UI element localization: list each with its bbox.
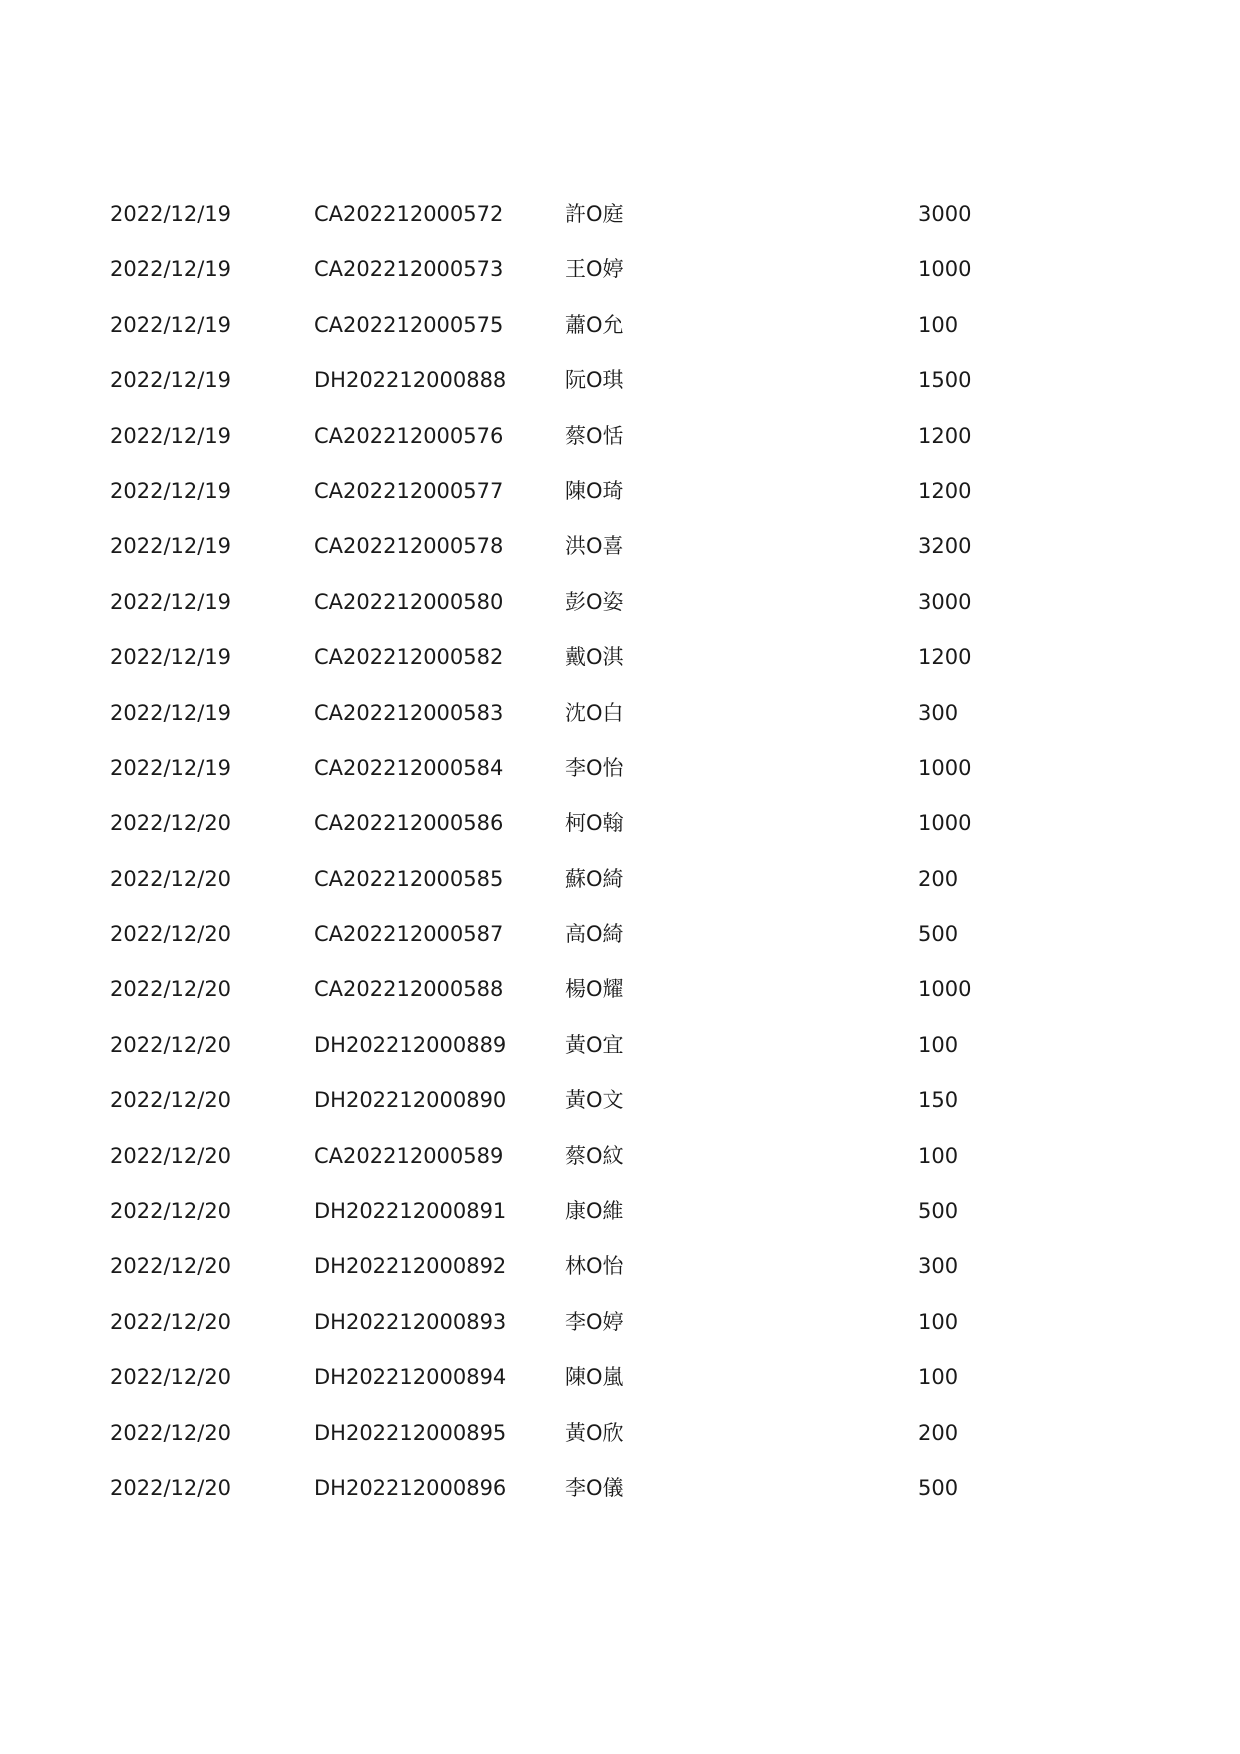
record-code: DH202212000892 bbox=[314, 1254, 507, 1279]
record-amount: 100 bbox=[918, 312, 959, 337]
record-name: 阮O琪 bbox=[565, 368, 624, 393]
record-code: DH202212000894 bbox=[314, 1365, 507, 1390]
record-code: CA202212000576 bbox=[314, 423, 504, 448]
record-amount: 100 bbox=[918, 1143, 959, 1168]
record-amount: 3000 bbox=[918, 589, 972, 614]
record-name: 康O維 bbox=[565, 1199, 624, 1224]
record-amount: 1000 bbox=[918, 257, 972, 282]
record-date: 2022/12/19 bbox=[110, 478, 232, 503]
record-date: 2022/12/19 bbox=[110, 700, 232, 725]
record-amount: 500 bbox=[918, 1475, 959, 1500]
record-date: 2022/12/20 bbox=[110, 922, 232, 947]
record-amount: 100 bbox=[918, 1365, 959, 1390]
record-date: 2022/12/19 bbox=[110, 589, 232, 614]
record-date: 2022/12/20 bbox=[110, 1365, 232, 1390]
record-date: 2022/12/20 bbox=[110, 1475, 232, 1500]
record-amount: 1500 bbox=[918, 368, 972, 393]
record-amount: 100 bbox=[918, 1309, 959, 1334]
record-name: 黃O欣 bbox=[565, 1420, 624, 1445]
record-name: 李O婷 bbox=[565, 1309, 624, 1334]
record-name: 陳O嵐 bbox=[565, 1365, 624, 1390]
record-amount: 1200 bbox=[918, 478, 972, 503]
record-code: CA202212000573 bbox=[314, 257, 504, 282]
record-date: 2022/12/20 bbox=[110, 977, 232, 1002]
record-date: 2022/12/20 bbox=[110, 866, 232, 891]
record-name: 林O怡 bbox=[565, 1254, 624, 1279]
record-name: 沈O白 bbox=[565, 700, 624, 725]
record-name: 彭O姿 bbox=[565, 589, 624, 614]
record-code: CA202212000584 bbox=[314, 755, 504, 780]
record-name: 李O怡 bbox=[565, 755, 624, 780]
record-code: DH202212000888 bbox=[314, 368, 507, 393]
record-name: 洪O喜 bbox=[565, 534, 624, 559]
record-code: CA202212000572 bbox=[314, 202, 504, 226]
record-date: 2022/12/19 bbox=[110, 755, 232, 780]
record-date: 2022/12/19 bbox=[110, 312, 232, 337]
record-code: DH202212000893 bbox=[314, 1309, 507, 1334]
record-date: 2022/12/19 bbox=[110, 423, 232, 448]
record-name: 李O儀 bbox=[565, 1475, 624, 1500]
record-name: 蔡O紋 bbox=[565, 1143, 624, 1168]
record-code: CA202212000582 bbox=[314, 645, 504, 670]
record-date: 2022/12/19 bbox=[110, 534, 232, 559]
record-code: CA202212000578 bbox=[314, 534, 504, 559]
record-date: 2022/12/20 bbox=[110, 1309, 232, 1334]
record-amount: 100 bbox=[918, 1032, 959, 1057]
record-name: 柯O翰 bbox=[565, 811, 624, 836]
record-code: CA202212000583 bbox=[314, 700, 504, 725]
record-code: CA202212000580 bbox=[314, 589, 504, 614]
record-amount: 500 bbox=[918, 1199, 959, 1224]
record-date: 2022/12/19 bbox=[110, 645, 232, 670]
record-name: 王O婷 bbox=[565, 257, 624, 282]
record-code: CA202212000587 bbox=[314, 922, 504, 947]
record-amount: 200 bbox=[918, 866, 959, 891]
record-date: 2022/12/20 bbox=[110, 1143, 232, 1168]
record-name: 戴O淇 bbox=[565, 645, 624, 670]
record-amount: 500 bbox=[918, 922, 959, 947]
record-amount: 3200 bbox=[918, 534, 972, 559]
record-code: DH202212000895 bbox=[314, 1420, 507, 1445]
record-name: 黃O宜 bbox=[565, 1032, 624, 1057]
record-name: 蔡O恬 bbox=[565, 423, 624, 448]
record-name: 高O綺 bbox=[565, 922, 624, 947]
record-date: 2022/12/20 bbox=[110, 1199, 232, 1224]
record-amount: 1000 bbox=[918, 977, 972, 1002]
record-code: CA202212000586 bbox=[314, 811, 504, 836]
table-row bbox=[0, 1475, 1240, 1543]
record-code: DH202212000896 bbox=[314, 1475, 507, 1500]
record-amount: 3000 bbox=[918, 202, 972, 226]
record-code: CA202212000585 bbox=[314, 866, 504, 891]
record-name: 蕭O允 bbox=[565, 312, 624, 337]
record-amount: 1000 bbox=[918, 755, 972, 780]
record-code: CA202212000589 bbox=[314, 1143, 504, 1168]
record-date: 2022/12/20 bbox=[110, 1088, 232, 1113]
record-name: 蘇O綺 bbox=[565, 866, 624, 891]
record-amount: 300 bbox=[918, 1254, 959, 1279]
record-date: 2022/12/20 bbox=[110, 1254, 232, 1279]
record-amount: 1200 bbox=[918, 645, 972, 670]
record-date: 2022/12/19 bbox=[110, 257, 232, 282]
record-amount: 1000 bbox=[918, 811, 972, 836]
record-name: 陳O琦 bbox=[565, 478, 624, 503]
record-code: DH202212000889 bbox=[314, 1032, 507, 1057]
record-name: 許O庭 bbox=[565, 202, 624, 226]
record-date: 2022/12/19 bbox=[110, 202, 232, 226]
record-date: 2022/12/20 bbox=[110, 1032, 232, 1057]
record-name: 楊O耀 bbox=[565, 977, 624, 1002]
record-amount: 150 bbox=[918, 1088, 959, 1113]
donation-records-list bbox=[0, 202, 1240, 1543]
record-code: DH202212000891 bbox=[314, 1199, 507, 1224]
record-code: DH202212000890 bbox=[314, 1088, 507, 1113]
record-amount: 1200 bbox=[918, 423, 972, 448]
record-name: 黃O文 bbox=[565, 1088, 624, 1113]
record-amount: 300 bbox=[918, 700, 959, 725]
record-code: CA202212000575 bbox=[314, 312, 504, 337]
record-date: 2022/12/20 bbox=[110, 1420, 232, 1445]
record-code: CA202212000588 bbox=[314, 977, 504, 1002]
record-amount: 200 bbox=[918, 1420, 959, 1445]
record-date: 2022/12/19 bbox=[110, 368, 232, 393]
record-code: CA202212000577 bbox=[314, 478, 504, 503]
record-date: 2022/12/20 bbox=[110, 811, 232, 836]
